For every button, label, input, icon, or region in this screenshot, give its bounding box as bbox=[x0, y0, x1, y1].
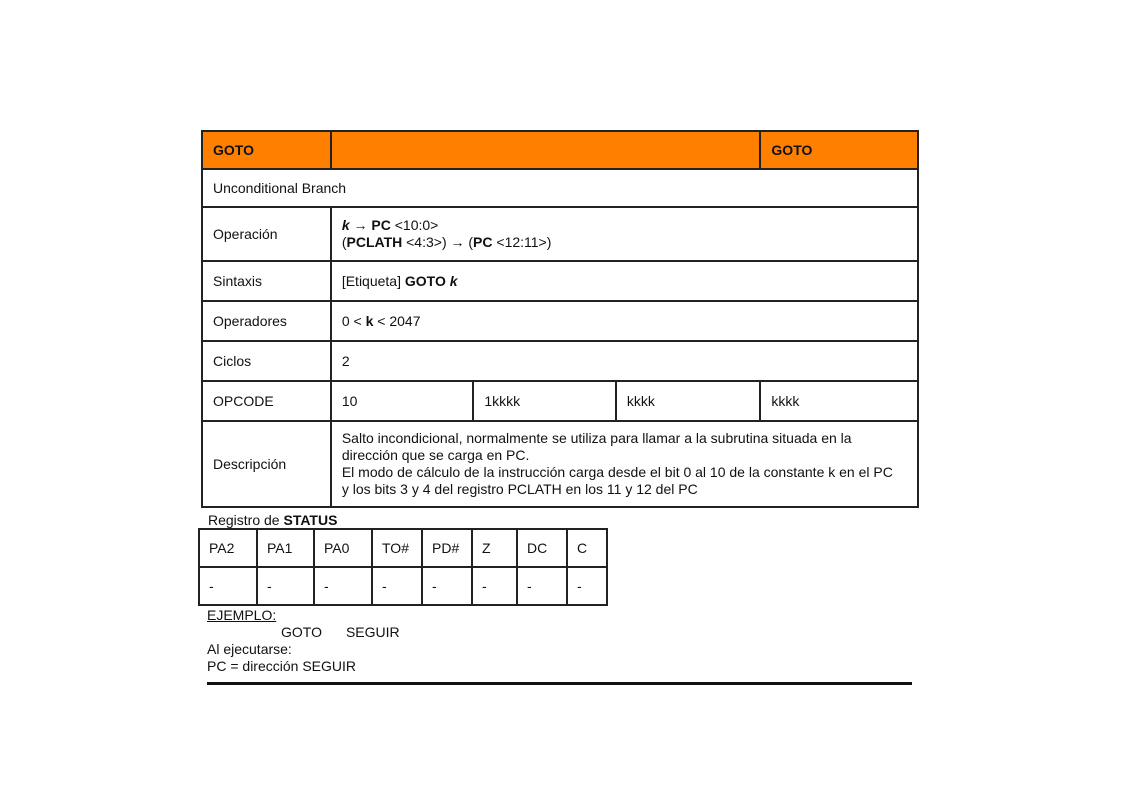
op-k: k bbox=[341, 217, 350, 233]
row-operacion bbox=[202, 207, 918, 261]
syntax-k: k bbox=[449, 273, 458, 289]
op-pc-range: <10:0> bbox=[390, 217, 439, 233]
op-open: ( bbox=[341, 234, 347, 250]
row-ciclos bbox=[202, 341, 918, 381]
status-header-row bbox=[199, 529, 607, 567]
value-operacion bbox=[331, 207, 918, 261]
status-value-cell: - bbox=[199, 567, 257, 605]
example-instr: GOTO bbox=[281, 624, 322, 640]
status-value-cell: - bbox=[472, 567, 517, 605]
row-opcode bbox=[202, 381, 918, 421]
desc-line: dirección que se carga en PC. bbox=[341, 447, 530, 463]
desc-line: El modo de cálculo de la instrucción carga desde el bit 0 al 10 de la constante k en el PC bbox=[341, 464, 893, 480]
label-descripcion: Descripción bbox=[202, 421, 331, 507]
value-sintaxis bbox=[331, 261, 918, 301]
value-descripcion bbox=[331, 421, 918, 507]
status-value-cell: - bbox=[422, 567, 472, 605]
row-descripcion bbox=[202, 421, 918, 507]
label-sintaxis: Sintaxis bbox=[202, 261, 331, 301]
example-block bbox=[207, 607, 400, 675]
row-sintaxis bbox=[202, 261, 918, 301]
value-ciclos: 2 bbox=[331, 341, 918, 381]
label-operacion: Operación bbox=[202, 207, 331, 261]
status-header-cell: Z bbox=[472, 529, 517, 567]
label-opcode: OPCODE bbox=[202, 381, 331, 421]
op-pclath-range: <4:3>) → ( bbox=[402, 234, 474, 250]
status-header-cell: PA0 bbox=[314, 529, 372, 567]
status-header-cell: PA2 bbox=[199, 529, 257, 567]
opd-k: k bbox=[365, 313, 374, 329]
opcode-cell-2: 1kkkk bbox=[473, 381, 616, 421]
opcode-cell-3: kkkk bbox=[616, 381, 761, 421]
op-arrow: → bbox=[349, 217, 372, 233]
op-pc2-range: <12:11>) bbox=[492, 234, 552, 250]
status-title-prefix: Registro de bbox=[208, 512, 284, 528]
status-value-cell: - bbox=[372, 567, 422, 605]
opcode-cell-4: kkkk bbox=[760, 381, 918, 421]
header-right: GOTO bbox=[760, 131, 918, 169]
syntax-prefix: [Etiqueta] bbox=[341, 273, 405, 289]
label-ciclos: Ciclos bbox=[202, 341, 331, 381]
subtitle: Unconditional Branch bbox=[202, 169, 918, 207]
status-value-cell: - bbox=[314, 567, 372, 605]
status-header-cell: PA1 bbox=[257, 529, 314, 567]
example-heading: EJEMPLO: bbox=[207, 607, 277, 623]
instruction-table bbox=[201, 130, 919, 508]
desc-line: Salto incondicional, normalmente se utiliza para llamar a la subrutina situada en la bbox=[341, 430, 852, 446]
status-value-cell: - bbox=[567, 567, 607, 605]
row-operadores bbox=[202, 301, 918, 341]
label-operadores: Operadores bbox=[202, 301, 331, 341]
op-pc2: PC bbox=[473, 234, 493, 250]
status-header-cell: C bbox=[567, 529, 607, 567]
status-header-cell: TO# bbox=[372, 529, 422, 567]
status-title-bold: STATUS bbox=[283, 512, 338, 528]
opd-post: < 2047 bbox=[373, 313, 421, 329]
status-value-row bbox=[199, 567, 607, 605]
example-line3: PC = dirección SEGUIR bbox=[207, 658, 356, 674]
example-line2: Al ejecutarse: bbox=[207, 641, 292, 657]
header-row bbox=[202, 131, 918, 169]
op-pc: PC bbox=[371, 217, 391, 233]
bottom-divider bbox=[207, 682, 912, 685]
status-value-cell: - bbox=[257, 567, 314, 605]
status-table bbox=[198, 528, 608, 606]
status-value-cell: - bbox=[517, 567, 567, 605]
subtitle-row bbox=[202, 169, 918, 207]
header-middle bbox=[331, 131, 761, 169]
syntax-goto: GOTO bbox=[404, 273, 450, 289]
header-left: GOTO bbox=[202, 131, 331, 169]
example-operand: SEGUIR bbox=[345, 624, 400, 640]
opcode-cell-1: 10 bbox=[331, 381, 473, 421]
status-register-title bbox=[208, 512, 337, 528]
op-pclath: PCLATH bbox=[346, 234, 403, 250]
status-header-cell: DC bbox=[517, 529, 567, 567]
example-instruction bbox=[207, 624, 400, 641]
value-operadores bbox=[331, 301, 918, 341]
status-header-cell: PD# bbox=[422, 529, 472, 567]
desc-line: y los bits 3 y 4 del registro PCLATH en los 11 y 12 del PC bbox=[341, 481, 698, 497]
opd-pre: 0 < bbox=[341, 313, 366, 329]
